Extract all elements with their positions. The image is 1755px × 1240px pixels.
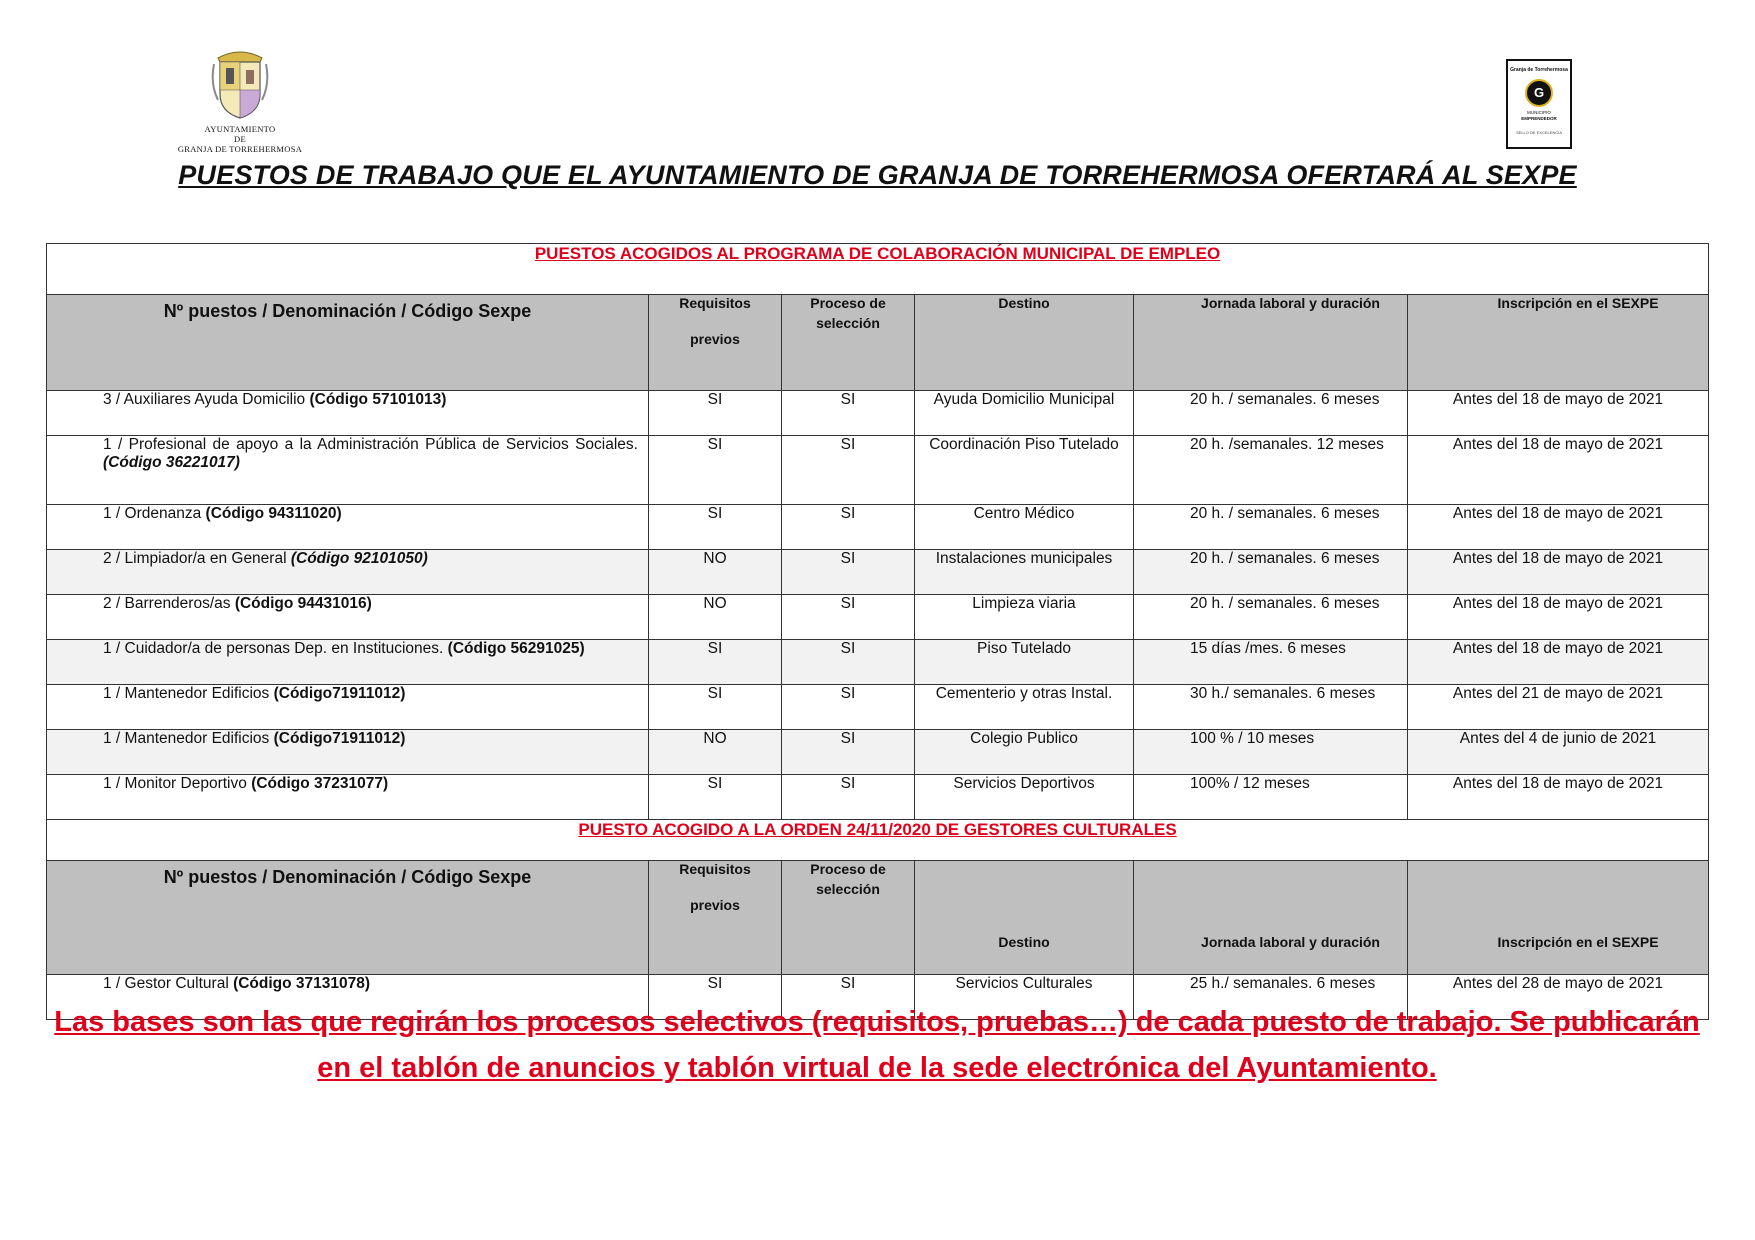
cell-requisitos: SI (649, 975, 782, 1020)
job-code: (Código71911012) (273, 730, 406, 747)
table-row (47, 685, 1709, 730)
col-header-requisitos (649, 295, 782, 391)
job-title: 1 / Cuidador/a de personas Dep. en Instituciones. (103, 640, 448, 657)
table-row (47, 505, 1709, 550)
cell-requisitos: SI (649, 436, 782, 505)
cell-inscripcion: Antes del 28 de mayo de 2021 (1408, 975, 1709, 1020)
cell-inscripcion: Antes del 18 de mayo de 2021 (1408, 775, 1709, 820)
job-code: (Código 57101013) (309, 391, 447, 408)
cell-proceso: SI (782, 975, 915, 1020)
col-header-jornada: Jornada laboral y duración (1134, 861, 1408, 975)
cell-proceso: SI (782, 640, 915, 685)
job-title: 2 / Barrenderos/as (103, 595, 235, 612)
seal-mid-text: MUNICIPIO (1527, 110, 1551, 115)
col-header-jornada: Jornada laboral y duración (1134, 295, 1408, 391)
col-header-text: Requisitos (679, 861, 751, 877)
cell-jornada: 20 h. / semanales. 6 meses (1134, 391, 1408, 436)
job-title: 3 / Auxiliares Ayuda Domicilio (103, 391, 310, 408)
col-header-text: previos (690, 331, 740, 347)
cell-requisitos: NO (649, 595, 782, 640)
cell-requisitos: SI (649, 391, 782, 436)
table-header-row (47, 861, 1709, 975)
job-code: (Código 94311020) (205, 505, 342, 522)
col-header-text: previos (690, 897, 740, 913)
col-header-name: Nº puestos / Denominación / Código Sexpe (47, 295, 649, 391)
cell-inscripcion: Antes del 4 de junio de 2021 (1408, 730, 1709, 775)
crest-caption-line: GRANJA DE TORREHERMOSA (177, 144, 303, 154)
cell-requisitos: SI (649, 640, 782, 685)
cell-requisitos: SI (649, 505, 782, 550)
job-title: 1 / Ordenanza (103, 505, 206, 522)
job-offers-table (46, 243, 1709, 1020)
table-row (47, 640, 1709, 685)
cell-requisitos: SI (649, 685, 782, 730)
cell-name (47, 640, 649, 685)
section-title-row (47, 244, 1709, 295)
section-title: PUESTO ACOGIDO A LA ORDEN 24/11/2020 DE GESTORES CULTURALES (47, 820, 1709, 861)
page-title: PUESTOS DE TRABAJO QUE EL AYUNTAMIENTO DE GRANJA DE TORREHERMOSA OFERTARÁ AL SEXPE (178, 160, 1577, 190)
job-code: (Código 36221017) (103, 454, 240, 471)
col-header-proceso (782, 295, 915, 391)
table-row (47, 730, 1709, 775)
cell-proceso: SI (782, 391, 915, 436)
cell-proceso: SI (782, 730, 915, 775)
cell-proceso: SI (782, 595, 915, 640)
cell-name (47, 595, 649, 640)
cell-destino: Piso Tutelado (915, 640, 1134, 685)
job-title: 1 / Mantenedor Edificios (103, 730, 274, 747)
cell-requisitos: NO (649, 730, 782, 775)
col-header-text: Proceso de (810, 295, 886, 311)
table-row (47, 595, 1709, 640)
job-title: 1 / Gestor Cultural (103, 975, 234, 992)
cell-inscripcion: Antes del 21 de mayo de 2021 (1408, 685, 1709, 730)
col-header-text: Requisitos (679, 295, 751, 311)
cell-inscripcion: Antes del 18 de mayo de 2021 (1408, 550, 1709, 595)
cell-jornada: 25 h./ semanales. 6 meses (1134, 975, 1408, 1020)
cell-jornada: 20 h. / semanales. 6 meses (1134, 595, 1408, 640)
cell-name (47, 550, 649, 595)
col-header-requisitos (649, 861, 782, 975)
cell-inscripcion: Antes del 18 de mayo de 2021 (1408, 436, 1709, 505)
cell-requisitos: NO (649, 550, 782, 595)
job-code: (Código 37231077) (251, 775, 389, 792)
cell-name (47, 775, 649, 820)
cell-name (47, 730, 649, 775)
cell-destino: Centro Médico (915, 505, 1134, 550)
cell-proceso: SI (782, 505, 915, 550)
cell-name (47, 505, 649, 550)
emprendedor-seal-logo (1506, 59, 1572, 149)
cell-proceso: SI (782, 775, 915, 820)
cell-inscripcion: Antes del 18 de mayo de 2021 (1408, 640, 1709, 685)
cell-proceso: SI (782, 436, 915, 505)
seal-mid-text: EMPRENDEDOR (1521, 116, 1557, 121)
table-row (47, 436, 1709, 505)
cell-destino: Coordinación Piso Tutelado (915, 436, 1134, 505)
seal-top-text: Granja de Torrehermosa (1510, 67, 1568, 73)
cell-jornada: 30 h./ semanales. 6 meses (1134, 685, 1408, 730)
cell-destino: Colegio Publico (915, 730, 1134, 775)
col-header-name: Nº puestos / Denominación / Código Sexpe (47, 861, 649, 975)
cell-jornada: 100 % / 10 meses (1134, 730, 1408, 775)
cell-destino: Servicios Culturales (915, 975, 1134, 1020)
cell-destino: Instalaciones municipales (915, 550, 1134, 595)
cell-proceso: SI (782, 550, 915, 595)
table-row (47, 550, 1709, 595)
table-header-row (47, 295, 1709, 391)
job-code: (Código 37131078) (233, 975, 371, 992)
crest-caption-line: AYUNTAMIENTO (204, 124, 276, 134)
col-header-proceso (782, 861, 915, 975)
seal-bottom-text: SELLO DE EXCELENCIA (1515, 130, 1563, 135)
job-title: 2 / Limpiador/a en General (103, 550, 291, 567)
col-header-destino: Destino (915, 861, 1134, 975)
seal-g-icon: G (1525, 79, 1553, 107)
col-header-text: selección (816, 881, 880, 897)
cell-jornada: 20 h. /semanales. 12 meses (1134, 436, 1408, 505)
col-header-destino: Destino (915, 295, 1134, 391)
cell-jornada: 20 h. / semanales. 6 meses (1134, 550, 1408, 595)
job-title: 1 / Mantenedor Edificios (103, 685, 274, 702)
cell-destino: Servicios Deportivos (915, 775, 1134, 820)
cell-jornada: 20 h. / semanales. 6 meses (1134, 505, 1408, 550)
job-title: 1 / Monitor Deportivo (103, 775, 252, 792)
cell-name (47, 436, 649, 505)
cell-inscripcion: Antes del 18 de mayo de 2021 (1408, 505, 1709, 550)
table-row (47, 391, 1709, 436)
col-header-inscripcion: Inscripción en el SEXPE (1408, 861, 1709, 975)
cell-jornada: 100% / 12 meses (1134, 775, 1408, 820)
col-header-text: Proceso de (810, 861, 886, 877)
job-code: (Código 56291025) (447, 640, 585, 657)
job-title: 1 / Profesional de apoyo a la Administración Pública de Servicios Sociales. (103, 436, 638, 453)
municipal-crest-logo (170, 44, 310, 154)
cell-destino: Ayuda Domicilio Municipal (915, 391, 1134, 436)
cell-inscripcion: Antes del 18 de mayo de 2021 (1408, 391, 1709, 436)
selection-notice: Las bases son las que regirán los procesos selectivos (requisitos, pruebas…) de cada puesto de trabajo. Se publicarán en el tablón de anuncios y tablón virtual de la sede electrónica del Ayuntamiento. (54, 1006, 1700, 1084)
coat-of-arms-icon (210, 44, 270, 122)
col-header-text: selección (816, 315, 880, 331)
section-title-row (47, 820, 1709, 861)
cell-name (47, 685, 649, 730)
cell-inscripcion: Antes del 18 de mayo de 2021 (1408, 595, 1709, 640)
col-header-inscripcion: Inscripción en el SEXPE (1408, 295, 1709, 391)
job-code: (Código 92101050) (290, 550, 428, 567)
cell-requisitos: SI (649, 775, 782, 820)
crest-caption-line: DE (234, 134, 246, 144)
job-code: (Código71911012) (273, 685, 406, 702)
cell-destino: Limpieza viaria (915, 595, 1134, 640)
section-title: PUESTOS ACOGIDOS AL PROGRAMA DE COLABORACIÓN MUNICIPAL DE EMPLEO (47, 244, 1709, 295)
cell-name (47, 391, 649, 436)
cell-jornada: 15 días /mes. 6 meses (1134, 640, 1408, 685)
cell-destino: Cementerio y otras Instal. (915, 685, 1134, 730)
cell-proceso: SI (782, 685, 915, 730)
table-row (47, 775, 1709, 820)
job-code: (Código 94431016) (234, 595, 372, 612)
